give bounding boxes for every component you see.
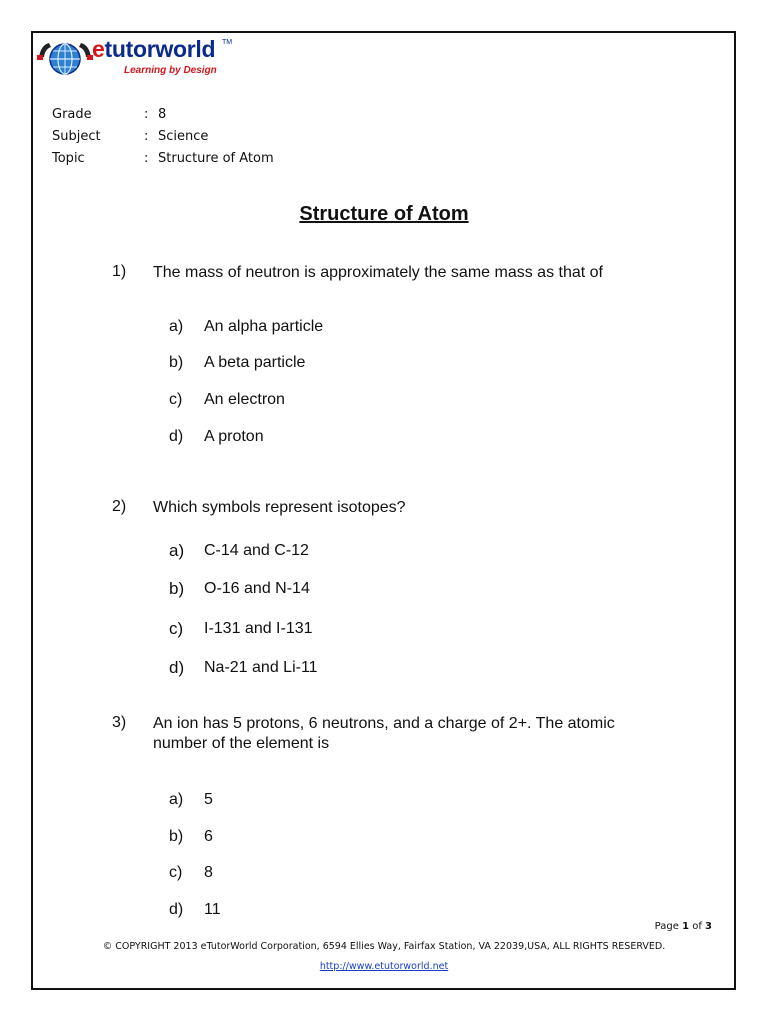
option-letter: d): [169, 658, 185, 677]
globe-with-arms-icon: [35, 35, 95, 85]
meta-separator: :: [144, 151, 149, 166]
question-text: Which symbols represent isotopes?: [153, 499, 406, 516]
website-link[interactable]: http://www.etutorworld.net: [319, 961, 449, 972]
meta-label: Grade: [52, 107, 92, 122]
option-letter: c): [169, 619, 184, 638]
meta-value: Science: [158, 129, 209, 144]
option-letter: b): [169, 579, 185, 598]
meta-label: Subject: [52, 129, 101, 144]
option-text: A beta particle: [204, 354, 306, 371]
question-number: 2): [112, 498, 127, 515]
page-number: Page 1 of 3: [654, 921, 712, 932]
option-text: O-16 and N-14: [204, 580, 310, 597]
meta-separator: :: [144, 107, 149, 122]
option-letter: b): [169, 354, 184, 371]
question-text: The mass of neutron is approximately the same mass as that of: [153, 264, 603, 281]
option-text: 5: [204, 791, 213, 808]
option-text: C-14 and C-12: [204, 542, 309, 559]
trademark: TM: [222, 39, 233, 46]
option-text: An alpha particle: [204, 318, 324, 335]
option-text: I-131 and I-131: [204, 620, 313, 637]
option-letter: a): [169, 318, 184, 335]
meta-separator: :: [144, 129, 149, 144]
copyright-notice: © COPYRIGHT 2013 eTutorWorld Corporation, 6594 Ellies Way, Fairfax Station, VA 22039,USA, ALL RIGHTS RESERVED.: [102, 941, 666, 952]
option-letter: c): [169, 864, 183, 881]
option-letter: c): [169, 391, 183, 408]
page-title: Structure of Atom: [299, 203, 469, 225]
brand-name: etutorworld: [92, 36, 216, 62]
question-text: An ion has 5 protons, 6 neutrons, and a charge of 2+. The atomic number of the element is: [153, 715, 615, 752]
option-letter: a): [169, 541, 185, 560]
meta-value: Structure of Atom: [158, 151, 274, 166]
option-text: 11: [204, 901, 221, 918]
meta-value: 8: [158, 107, 167, 122]
option-text: 6: [204, 828, 213, 845]
option-letter: a): [169, 791, 184, 808]
question-number: 3): [112, 714, 127, 731]
question-number: 1): [112, 263, 127, 280]
option-text: Na-21 and Li-11: [204, 659, 318, 676]
option-letter: b): [169, 828, 184, 845]
option-text: An electron: [204, 391, 285, 408]
option-letter: d): [169, 428, 184, 445]
option-letter: d): [169, 901, 184, 918]
tagline: Learning by Design: [124, 65, 217, 76]
option-text: A proton: [204, 428, 264, 445]
meta-label: Topic: [52, 151, 85, 166]
option-text: 8: [204, 864, 213, 881]
